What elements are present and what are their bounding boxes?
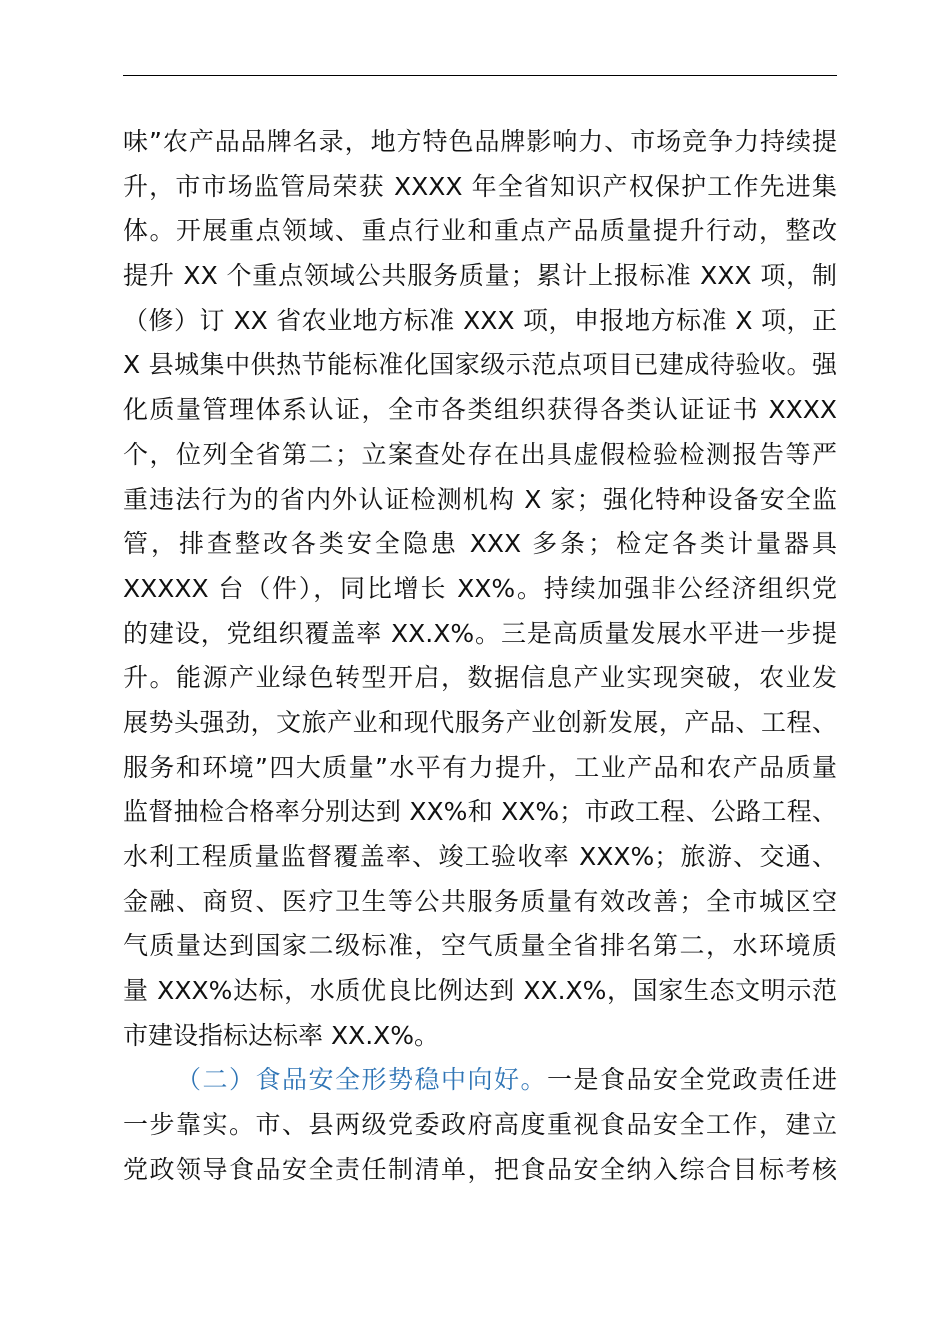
text-line: X 县城集中供热节能标准化国家级示范点项目已建成待验收。强 xyxy=(123,350,837,380)
text-line: 化质量管理体系认证，全市各类组织获得各类认证证书 XXXX xyxy=(123,395,837,425)
text-line: 重违法行为的省内外认证检测机构 X 家；强化特种设备安全监 xyxy=(123,484,837,514)
text-line: 升，市市场监管局荣获 XXXX 年全省知识产权保护工作先进集 xyxy=(123,171,837,201)
text-line: 服务和环境”四大质量”水平有力提升，工业产品和农产品质量 xyxy=(123,752,837,782)
text-line: 气质量达到国家二级标准，空气质量全省排名第二，水环境质 xyxy=(123,931,837,961)
text-line: 个，位列全省第二；立案查处存在出具虚假检验检测报告等严 xyxy=(123,439,837,469)
text-line: 管，排查整改各类安全隐患 XXX 多条；检定各类计量器具 xyxy=(123,529,837,559)
text-line: 升。能源产业绿色转型开启，数据信息产业实现突破，农业发 xyxy=(123,663,837,693)
text-line: 味”农产品品牌名录，地方特色品牌影响力、市场竞争力持续提 xyxy=(123,127,837,156)
header-rule xyxy=(123,75,837,76)
document-body xyxy=(123,120,837,1193)
text-line: 一步靠实。市、县两级党委政府高度重视食品安全工作，建立 xyxy=(123,1110,837,1140)
text-line: 金融、商贸、医疗卫生等公共服务质量有效改善；全市城区空 xyxy=(123,886,837,916)
text-line: 水利工程质量监督覆盖率、竣工验收率 XXX%；旅游、交通、 xyxy=(123,842,837,871)
text-line: （修）订 XX 省农业地方标准 XXX 项，申报地方标准 X 项，正 xyxy=(123,305,837,335)
text-line: 的建设，党组织覆盖率 XX.X%。三是高质量发展水平进一步提 xyxy=(123,618,837,648)
text-line: XXXXX 台（件），同比增长 XX%。持续加强非公经济组织党 xyxy=(123,573,837,603)
text-line: 监督抽检合格率分别达到 XX%和 XX%；市政工程、公路工程、 xyxy=(123,797,837,827)
text-line: 党政领导食品安全责任制清单，把食品安全纳入综合目标考核 xyxy=(123,1154,837,1184)
text-line: 市建设指标达标率 XX.X%。 xyxy=(123,1020,440,1050)
text-line: 量 XXX%达标，水质优良比例达到 XX.X%，国家生态文明示范 xyxy=(123,976,837,1006)
text-line: 展势头强劲，文旅产业和现代服务产业创新发展，产品、工程、 xyxy=(123,707,837,737)
section-heading: （二）食品安全形势稳中向好。 xyxy=(176,1065,547,1095)
section-heading-line xyxy=(123,1058,837,1103)
text-line: 提升 XX 个重点领域公共服务质量；累计上报标准 XXX 项，制 xyxy=(123,261,837,291)
text-run: 一是食品安全党政责任进 xyxy=(546,1065,837,1095)
text-line: 体。开展重点领域、重点行业和重点产品质量提升行动，整改 xyxy=(123,216,837,246)
